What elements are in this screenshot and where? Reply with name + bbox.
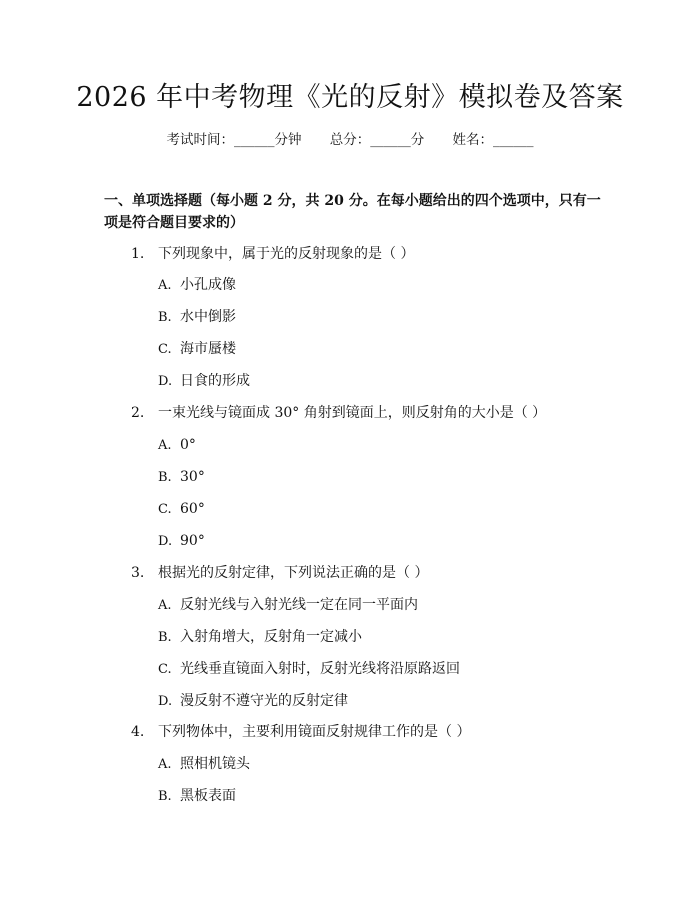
question-4-option-a — [158, 753, 598, 776]
question-1 — [131, 243, 601, 265]
question-number: 4. — [131, 724, 145, 740]
option-letter: A. — [158, 757, 172, 772]
option-letter: C. — [158, 502, 172, 517]
section-heading: 一、单项选择题（每小题 2 分，共 20 分。在每小题给出的四个选项中，只有一项是符合题目要求的） — [104, 193, 601, 231]
question-3-option-a — [158, 594, 598, 617]
option-letter: C. — [158, 662, 172, 677]
option-letter: B. — [158, 470, 172, 485]
exam-time-field: 考试时间：______分钟 — [166, 132, 302, 148]
option-text: 0° — [180, 437, 196, 453]
option-text: 反射光线与入射光线一定在同一平面内 — [180, 597, 418, 613]
page-title: 2026 年中考物理《光的反射》模拟卷及答案 — [76, 82, 624, 113]
question-1-option-c — [158, 338, 598, 361]
option-text: 水中倒影 — [180, 309, 236, 325]
question-2-option-a — [158, 434, 598, 457]
option-letter: B. — [158, 630, 172, 645]
option-text: 照相机镜头 — [180, 756, 250, 772]
question-3-option-b — [158, 626, 598, 649]
question-3-option-d — [158, 690, 598, 713]
question-text: 下列物体中，主要利用镜面反射规律工作的是（ ） — [158, 724, 471, 740]
option-text: 30° — [180, 469, 205, 485]
question-2 — [131, 402, 601, 424]
option-text: 日食的形成 — [180, 373, 250, 389]
question-2-option-b — [158, 466, 598, 489]
question-text: 一束光线与镜面成 30° 角射到镜面上，则反射角的大小是（ ） — [158, 405, 547, 421]
question-4-option-b — [158, 785, 598, 808]
student-name-field: 姓名：______ — [452, 132, 534, 148]
question-4 — [131, 721, 601, 743]
question-1-option-a — [158, 274, 598, 297]
question-2-option-c — [158, 498, 598, 521]
option-text: 漫反射不遵守光的反射定律 — [180, 693, 348, 709]
option-text: 光线垂直镜面入射时，反射光线将沿原路返回 — [180, 661, 460, 677]
option-text: 黑板表面 — [180, 788, 236, 804]
question-text: 下列现象中，属于光的反射现象的是（ ） — [158, 246, 415, 262]
option-text: 小孔成像 — [180, 277, 236, 293]
option-letter: C. — [158, 342, 172, 357]
question-3-option-c — [158, 658, 598, 681]
question-number: 2. — [131, 405, 145, 421]
question-1-option-d — [158, 370, 598, 393]
question-number: 1. — [131, 246, 145, 262]
option-letter: A. — [158, 438, 172, 453]
option-letter: B. — [158, 789, 172, 804]
option-letter: D. — [158, 534, 173, 549]
option-text: 入射角增大，反射角一定减小 — [180, 629, 362, 645]
total-score-field: 总分：______分 — [329, 132, 425, 148]
option-letter: D. — [158, 374, 173, 389]
option-text: 90° — [180, 533, 205, 549]
option-letter: A. — [158, 598, 172, 613]
question-text: 根据光的反射定律，下列说法正确的是（ ） — [158, 565, 429, 581]
option-letter: A. — [158, 278, 172, 293]
question-1-option-b — [158, 306, 598, 329]
question-number: 3. — [131, 565, 145, 581]
option-letter: B. — [158, 310, 172, 325]
option-text: 海市蜃楼 — [180, 341, 236, 357]
option-text: 60° — [180, 501, 205, 517]
exam-meta — [0, 130, 700, 150]
question-3 — [131, 562, 601, 584]
option-letter: D. — [158, 694, 173, 709]
question-2-option-d — [158, 530, 598, 553]
